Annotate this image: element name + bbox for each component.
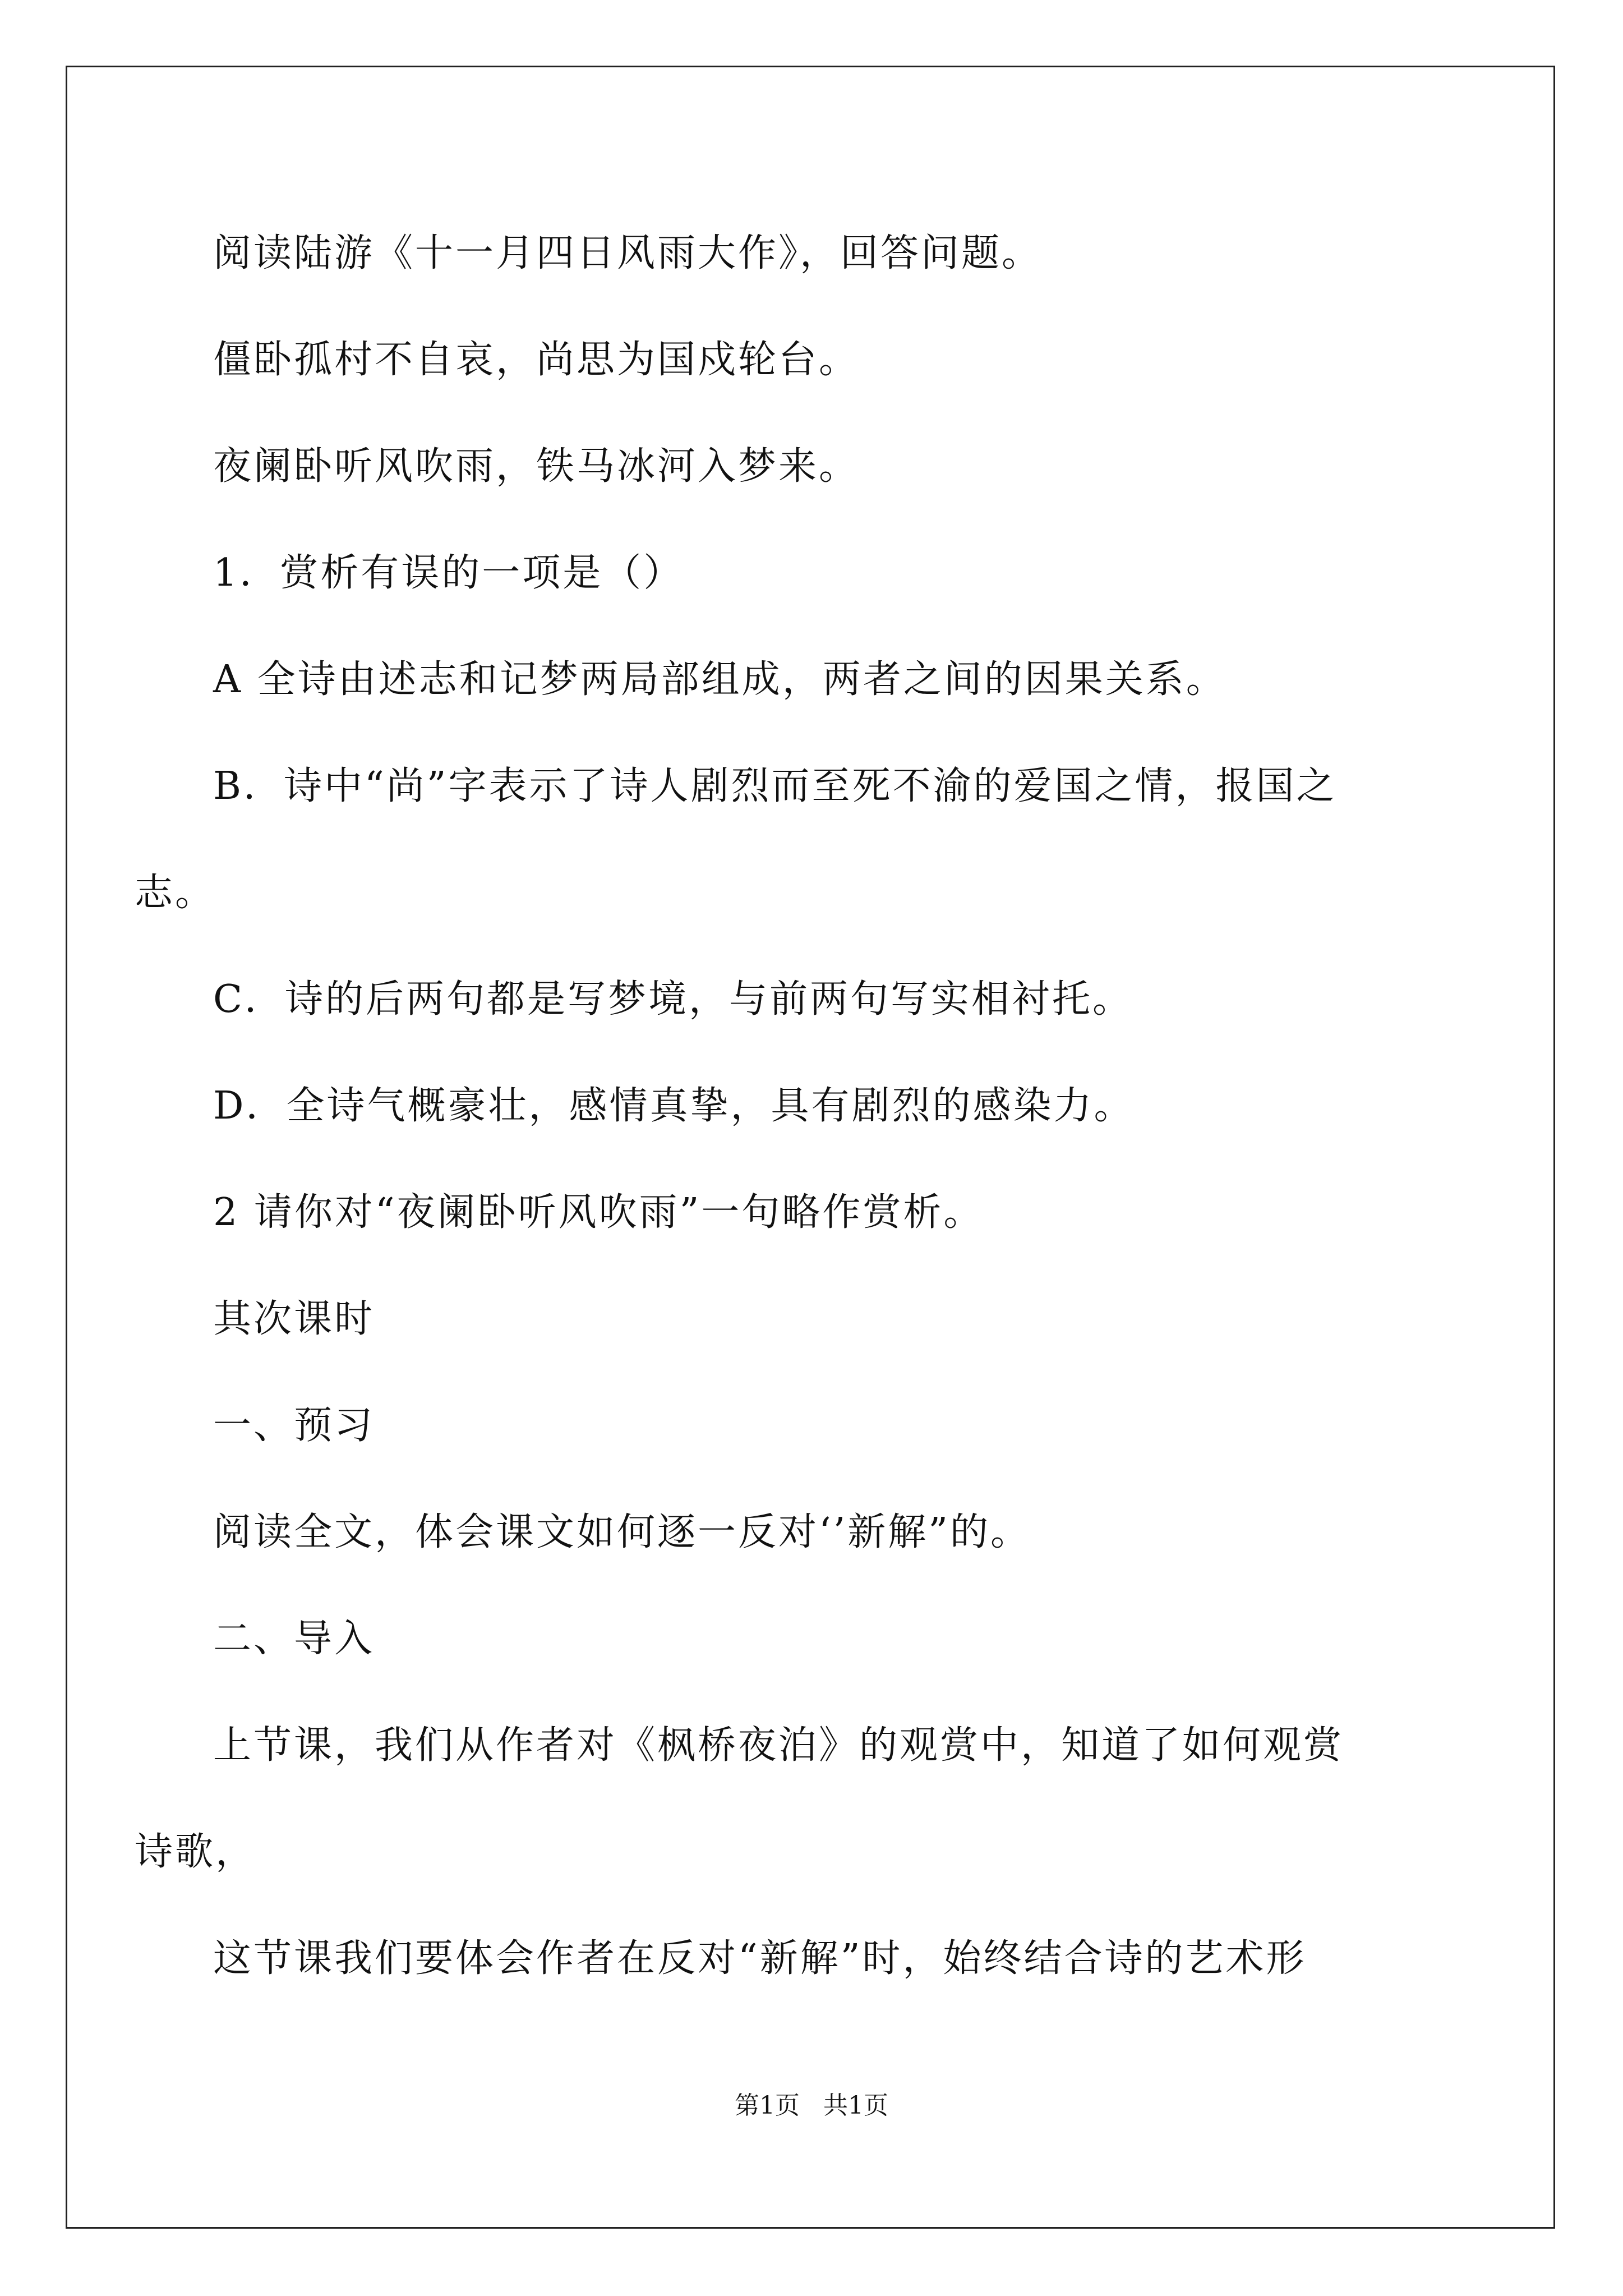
text-line: C．诗的后两句都是写梦境，与前两句写实相衬托。	[213, 977, 1133, 1022]
text-line: 这节课我们要体会作者在反对“新解”时，始终结合诗的艺术形	[213, 1936, 1307, 1981]
text-line: 其次课时	[213, 1297, 375, 1341]
text-line: 2 请你对“夜阑卧听风吹雨”一句略作赏析。	[213, 1190, 984, 1235]
text-line: 二、导入	[213, 1617, 375, 1661]
text-line: A 全诗由述志和记梦两局部组成，两者之间的因果关系。	[213, 657, 1227, 702]
page-number-footer: 第1页 共1页	[735, 2091, 888, 2120]
text-line: 阅读陆游《十一月四日风雨大作》，回答问题。	[213, 231, 1043, 275]
text-line: D．全诗气概豪壮，感情真挚，具有剧烈的感染力。	[213, 1084, 1135, 1128]
text-line: 一、预习	[213, 1404, 375, 1448]
text-line: 志。	[135, 871, 216, 915]
text-line: B．诗中“尚”字表示了诗人剧烈而至死不渝的爱国之情，报国之	[213, 764, 1337, 808]
text-line: 诗歌，	[135, 1830, 256, 1874]
text-line: 上节课，我们从作者对《枫桥夜泊》的观赏中，知道了如何观赏	[213, 1723, 1344, 1768]
text-line: 阅读全文，体会课文如何逐一反对‘’新解”的。	[213, 1510, 1031, 1554]
text-line: 僵卧孤村不自哀，尚思为国戍轮台。	[213, 338, 860, 382]
text-line: 夜阑卧听风吹雨，铁马冰河入梦来。	[213, 444, 860, 489]
text-line: 1．赏析有误的一项是（）	[213, 551, 684, 595]
